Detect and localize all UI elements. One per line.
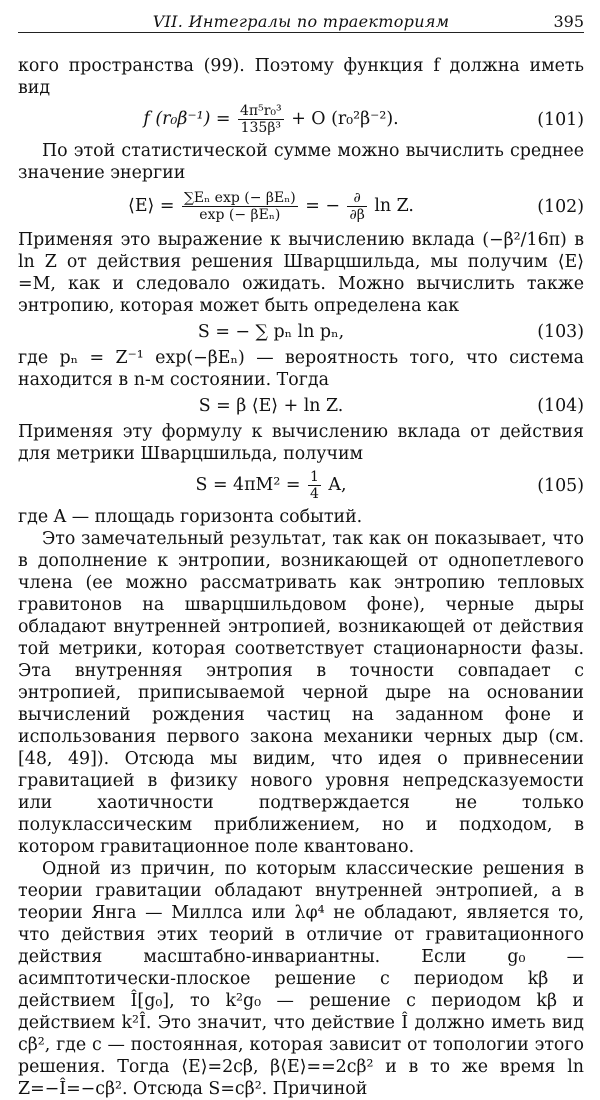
equation-number: (103) bbox=[537, 322, 584, 342]
paragraph: Применяя это выражение к вычислению вклада (−β²/16π) в ln Z от действия решения Шварцшильда, мы получим ⟨E⟩=M, как и следовало ожидать. Можно вычислить также энтропию, которая может быть определена как bbox=[18, 230, 584, 316]
equation-number: (105) bbox=[537, 475, 584, 496]
fraction-denominator: 4 bbox=[309, 486, 319, 502]
equation-101 bbox=[18, 103, 584, 136]
fraction-numerator: ∑Eₙ exp (− βEₙ) bbox=[183, 190, 296, 206]
chapter-title: VII. Интегралы по траекториям bbox=[152, 12, 450, 31]
derivative-denominator: ∂β bbox=[349, 207, 365, 223]
paragraph: По этой статистической сумме можно вычислить среднее значение энергии bbox=[18, 141, 584, 183]
equation-lhs: f (r₀β⁻¹) = bbox=[143, 109, 231, 129]
page-body bbox=[18, 55, 584, 1100]
paragraph: где pₙ = Z⁻¹ exp(−βEₙ) — вероятность того, что система находится в n-м состоянии. Тогда bbox=[18, 348, 584, 390]
equation-body: S = − ∑ pₙ ln pₙ, bbox=[197, 322, 345, 342]
equation-lhs: S = 4πM² = bbox=[195, 475, 301, 495]
fraction bbox=[308, 469, 321, 502]
fraction-denominator: 135β³ bbox=[240, 120, 282, 136]
derivative-fraction bbox=[347, 190, 366, 223]
derivative-numerator: ∂ bbox=[347, 190, 366, 207]
page-number: 395 bbox=[553, 12, 584, 31]
paragraph: где A — площадь горизонта событий. bbox=[18, 507, 363, 527]
equation-105 bbox=[18, 469, 584, 502]
equation-lhs: ⟨E⟩ = bbox=[128, 196, 175, 216]
paragraph: кого пространства (99). Поэтому функция f должна иметь вид bbox=[18, 56, 584, 98]
fraction-numerator: 1 bbox=[309, 469, 319, 485]
fraction bbox=[238, 103, 284, 136]
equation-rhs: A, bbox=[328, 475, 347, 495]
equation-rhs: ln Z. bbox=[374, 196, 414, 216]
equation-number: (102) bbox=[537, 196, 584, 217]
fraction bbox=[182, 190, 298, 223]
equation-number: (101) bbox=[537, 109, 584, 130]
equation-rhs: + O (r₀²β⁻²). bbox=[291, 109, 399, 129]
fraction-numerator: 4π⁵r₀³ bbox=[240, 103, 282, 119]
book-page bbox=[18, 8, 584, 1099]
equation-103 bbox=[18, 321, 584, 343]
equation-body: S = β ⟨E⟩ + ln Z. bbox=[198, 396, 344, 416]
paragraph: Одной из причин, по которым классические решения в теории гравитации обладают внутренней энтропией, а в теории Янга — Миллса или λφ⁴ не обладают, является то, что действия этих теорий в отличие от гравитационного действия масштабно-инвариантны. Если g₀ — асимптотически-плоское решение с периодом kβ и действием Î[g₀], то k²g₀ — решение с периодом kβ и действием k²Î. Это значит, что действие Î должно иметь вид cβ², где c — постоянная, которая зависит от топологии этого решения. Тогда ⟨E⟩=2cβ, β⟨E⟩==2cβ² и в то же время ln Z=−Î=−cβ². Отсюда S=cβ². Причиной bbox=[18, 859, 584, 1099]
running-header bbox=[18, 8, 584, 33]
equation-104 bbox=[18, 395, 584, 417]
fraction-denominator: exp (− βEₙ) bbox=[199, 207, 281, 223]
equation-102 bbox=[18, 190, 584, 223]
paragraph: Это замечательный результат, так как он показывает, что в дополнение к энтропии, возникающей от однопетлевого члена (ее можно рассматривать как энтропию тепловых гравитонов на шварцшильдовом фоне), черные дыры обладают внутренней энтропией, возникающей от действия той метрики, которая соответствует стационарности фазы. Эта внутренняя энтропия в точности совпадает с энтропией, приписываемой черной дыре на основании вычислений рождения частиц на заданном фоне и использования первого закона механики черных дыр (см. [48, 49]). Отсюда мы видим, что идея о привнесении гравитацией в физику нового уровня непредсказуемости или хаотичности подтверждается не только полуклассическим приближением, но и подходом, в котором гравитационное поле квантовано. bbox=[18, 529, 584, 857]
equation-mid: = − bbox=[305, 196, 340, 216]
paragraph: Применяя эту формулу к вычислению вклада от действия для метрики Шварцшильда, получим bbox=[18, 422, 584, 464]
equation-number: (104) bbox=[537, 396, 584, 416]
